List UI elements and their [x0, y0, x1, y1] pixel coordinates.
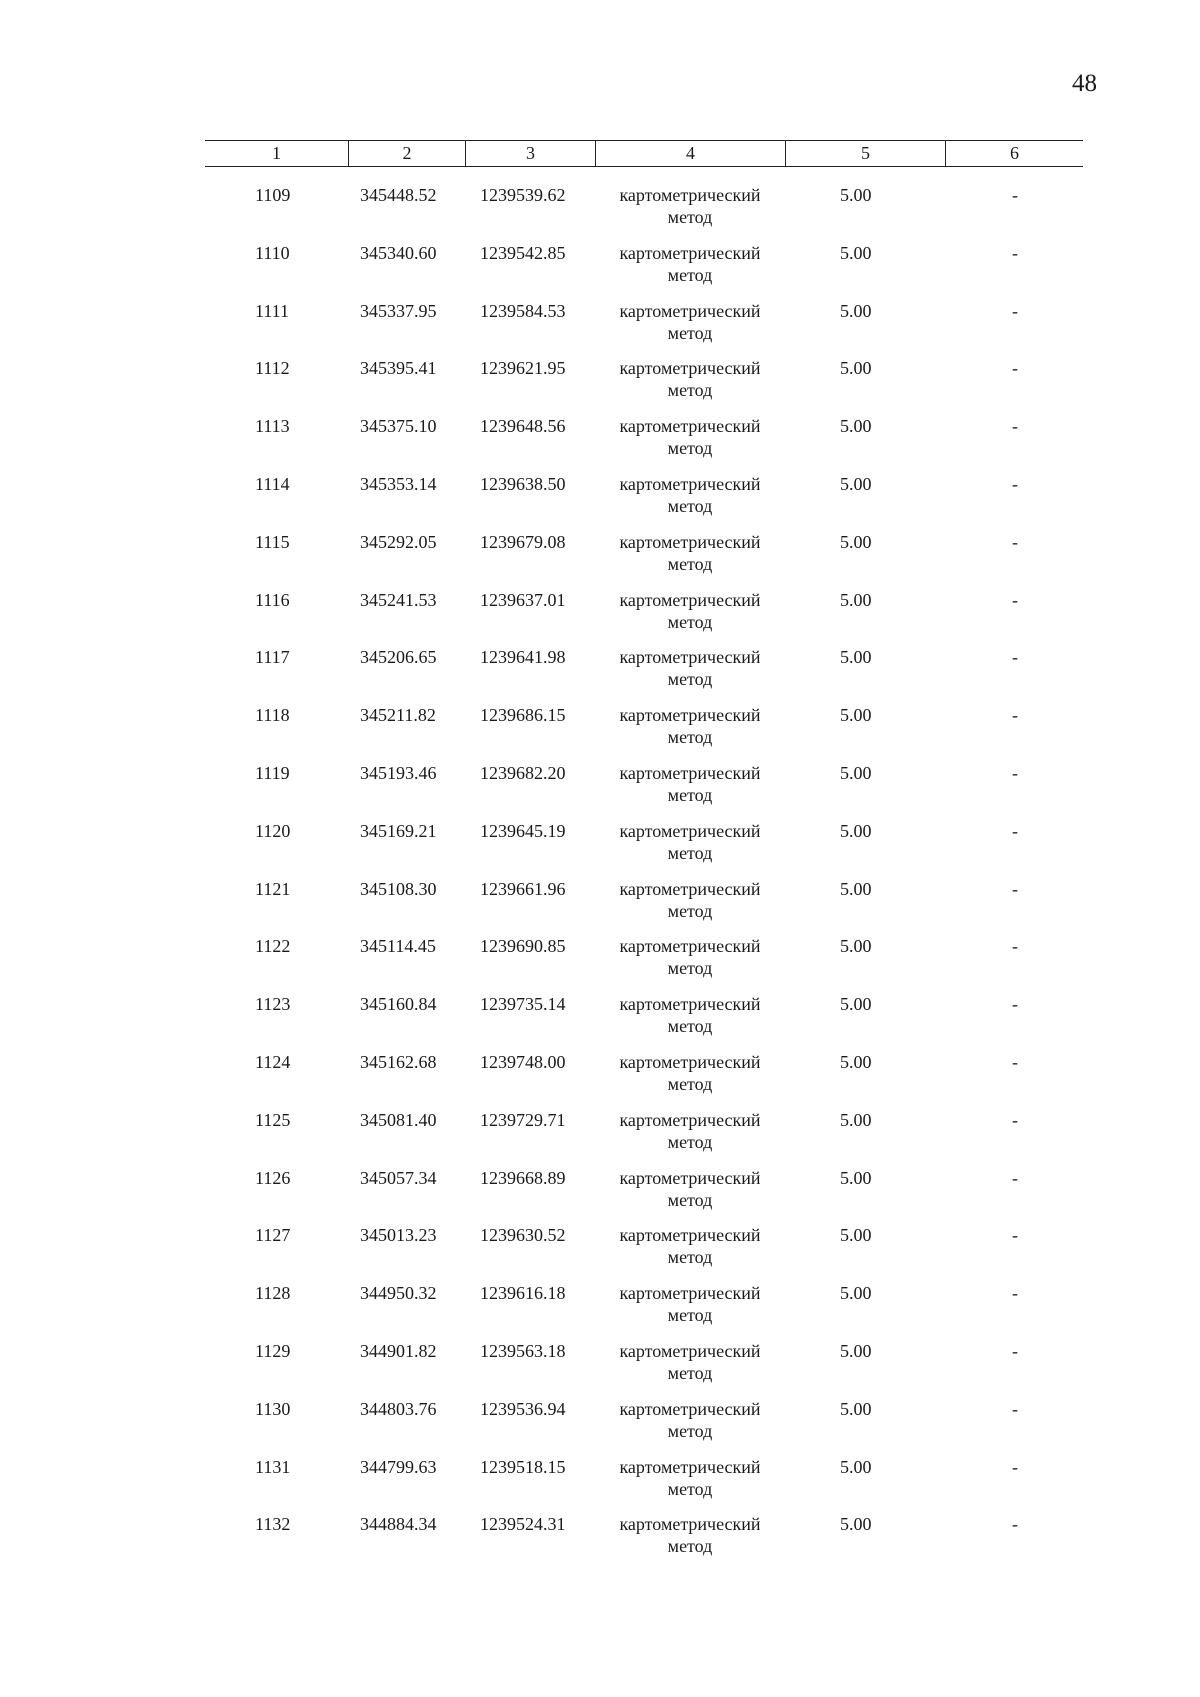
coord-y-cell: 1239637.01	[480, 589, 566, 610]
point-number-cell: 1116	[255, 589, 290, 610]
coord-y-cell: 1239542.85	[480, 242, 566, 263]
coord-x-cell: 344884.34	[360, 1514, 437, 1535]
method-cell: картометрический метод	[619, 878, 761, 921]
table-row	[0, 1220, 1200, 1278]
coord-x-cell: 345114.45	[360, 936, 436, 957]
accuracy-cell: 5.00	[840, 878, 872, 899]
coord-x-cell: 345057.34	[360, 1167, 437, 1188]
accuracy-cell: 5.00	[840, 1398, 872, 1419]
table-row	[0, 700, 1200, 758]
coord-x-cell: 345108.30	[360, 878, 437, 899]
point-number-cell: 1129	[255, 1340, 291, 1361]
coord-y-cell: 1239661.96	[480, 878, 566, 899]
note-cell: -	[1012, 936, 1018, 957]
coord-x-cell: 345169.21	[360, 820, 437, 841]
coord-x-cell: 345013.23	[360, 1225, 437, 1246]
table-row	[0, 1509, 1200, 1567]
note-cell: -	[1012, 1109, 1018, 1130]
method-cell: картометрический метод	[619, 1051, 761, 1094]
accuracy-cell: 5.00	[840, 1340, 872, 1361]
header-col-3: 3	[465, 141, 595, 166]
point-number-cell: 1123	[255, 994, 291, 1015]
coord-y-cell: 1239748.00	[480, 1051, 566, 1072]
coord-x-cell: 345162.68	[360, 1051, 437, 1072]
point-number-cell: 1110	[255, 242, 290, 263]
coord-x-cell: 345081.40	[360, 1109, 437, 1130]
note-cell: -	[1012, 416, 1018, 437]
coord-x-cell: 345292.05	[360, 531, 437, 552]
header-col-4: 4	[595, 141, 785, 166]
note-cell: -	[1012, 473, 1018, 494]
note-cell: -	[1012, 1051, 1018, 1072]
table-row	[0, 874, 1200, 932]
coord-x-cell: 345353.14	[360, 473, 437, 494]
table-row	[0, 989, 1200, 1047]
coord-x-cell: 345448.52	[360, 185, 437, 205]
method-cell: картометрический метод	[619, 531, 761, 574]
accuracy-cell: 5.00	[840, 1456, 872, 1477]
point-number-cell: 1121	[255, 878, 291, 899]
accuracy-cell: 5.00	[840, 589, 872, 610]
table-row	[0, 411, 1200, 469]
coord-x-cell: 345395.41	[360, 358, 437, 379]
note-cell: -	[1012, 994, 1018, 1015]
coord-x-cell: 345206.65	[360, 647, 437, 668]
header-col-5: 5	[785, 141, 945, 166]
coord-y-cell: 1239679.08	[480, 531, 566, 552]
accuracy-cell: 5.00	[840, 416, 872, 437]
accuracy-cell: 5.00	[840, 1051, 872, 1072]
table-row	[0, 180, 1200, 238]
note-cell: -	[1012, 647, 1018, 668]
accuracy-cell: 5.00	[840, 531, 872, 552]
point-number-cell: 1113	[255, 416, 290, 437]
note-cell: -	[1012, 762, 1018, 783]
accuracy-cell: 5.00	[840, 820, 872, 841]
method-cell: картометрический метод	[619, 705, 761, 748]
coord-y-cell: 1239539.62	[480, 185, 566, 205]
table-row	[0, 642, 1200, 700]
note-cell: -	[1012, 1456, 1018, 1477]
table-row	[0, 931, 1200, 989]
point-number-cell: 1114	[255, 473, 290, 494]
note-cell: -	[1012, 589, 1018, 610]
coord-y-cell: 1239735.14	[480, 994, 566, 1015]
method-cell: картометрический метод	[619, 820, 761, 863]
note-cell: -	[1012, 185, 1018, 205]
point-number-cell: 1112	[255, 358, 290, 379]
accuracy-cell: 5.00	[840, 1283, 872, 1304]
table-row	[0, 296, 1200, 354]
coord-y-cell: 1239584.53	[480, 300, 566, 321]
note-cell: -	[1012, 1340, 1018, 1361]
coord-y-cell: 1239686.15	[480, 705, 566, 726]
coord-x-cell: 345241.53	[360, 589, 437, 610]
header-col-1: 1	[272, 143, 281, 163]
method-cell: картометрический метод	[619, 1340, 761, 1383]
accuracy-cell: 5.00	[840, 1225, 872, 1246]
table-row	[0, 1452, 1200, 1510]
note-cell: -	[1012, 1167, 1018, 1188]
method-cell: картометрический метод	[619, 185, 761, 227]
accuracy-cell: 5.00	[840, 1109, 872, 1130]
method-cell: картометрический метод	[619, 416, 761, 459]
coord-x-cell: 345211.82	[360, 705, 436, 726]
table-body	[0, 180, 1200, 1567]
table-row	[0, 238, 1200, 296]
point-number-cell: 1119	[255, 762, 290, 783]
method-cell: картометрический метод	[619, 1283, 761, 1326]
table-row	[0, 1047, 1200, 1105]
table-row	[0, 1105, 1200, 1163]
coord-x-cell: 345193.46	[360, 762, 437, 783]
coord-y-cell: 1239729.71	[480, 1109, 566, 1130]
coord-y-cell: 1239616.18	[480, 1283, 566, 1304]
accuracy-cell: 5.00	[840, 185, 872, 205]
method-cell: картометрический метод	[619, 242, 761, 285]
coord-y-cell: 1239524.31	[480, 1514, 566, 1535]
method-cell: картометрический метод	[619, 647, 761, 690]
coord-y-cell: 1239690.85	[480, 936, 566, 957]
coord-y-cell: 1239648.56	[480, 416, 566, 437]
point-number-cell: 1115	[255, 531, 290, 552]
coord-y-cell: 1239621.95	[480, 358, 566, 379]
note-cell: -	[1012, 820, 1018, 841]
header-col-2: 2	[348, 141, 465, 166]
point-number-cell: 1117	[255, 647, 290, 668]
accuracy-cell: 5.00	[840, 647, 872, 668]
coord-x-cell: 345340.60	[360, 242, 437, 263]
coord-y-cell: 1239630.52	[480, 1225, 566, 1246]
method-cell: картометрический метод	[619, 936, 761, 979]
header-col-6: 6	[945, 141, 1083, 166]
table-row	[0, 469, 1200, 527]
note-cell: -	[1012, 358, 1018, 379]
method-cell: картометрический метод	[619, 1167, 761, 1210]
method-cell: картометрический метод	[619, 762, 761, 805]
accuracy-cell: 5.00	[840, 1167, 872, 1188]
method-cell: картометрический метод	[619, 1514, 761, 1557]
coord-y-cell: 1239536.94	[480, 1398, 566, 1419]
note-cell: -	[1012, 242, 1018, 263]
note-cell: -	[1012, 300, 1018, 321]
table-row	[0, 758, 1200, 816]
accuracy-cell: 5.00	[840, 936, 872, 957]
point-number-cell: 1126	[255, 1167, 291, 1188]
point-number-cell: 1131	[255, 1456, 291, 1477]
table-row	[0, 585, 1200, 643]
table-row	[0, 1394, 1200, 1452]
coord-x-cell: 345375.10	[360, 416, 437, 437]
accuracy-cell: 5.00	[840, 473, 872, 494]
accuracy-cell: 5.00	[840, 762, 872, 783]
point-number-cell: 1111	[255, 300, 289, 321]
coord-y-cell: 1239682.20	[480, 762, 566, 783]
accuracy-cell: 5.00	[840, 1514, 872, 1535]
coord-x-cell: 344901.82	[360, 1340, 437, 1361]
note-cell: -	[1012, 878, 1018, 899]
point-number-cell: 1118	[255, 705, 290, 726]
point-number-cell: 1120	[255, 820, 291, 841]
accuracy-cell: 5.00	[840, 358, 872, 379]
method-cell: картометрический метод	[619, 300, 761, 343]
point-number-cell: 1122	[255, 936, 291, 957]
accuracy-cell: 5.00	[840, 242, 872, 263]
coord-y-cell: 1239638.50	[480, 473, 566, 494]
table-row	[0, 527, 1200, 585]
table-row	[0, 1278, 1200, 1336]
table-row	[0, 1163, 1200, 1221]
table-row	[0, 816, 1200, 874]
point-number-cell: 1124	[255, 1051, 291, 1072]
coord-x-cell: 344799.63	[360, 1456, 437, 1477]
coord-y-cell: 1239645.19	[480, 820, 566, 841]
note-cell: -	[1012, 705, 1018, 726]
method-cell: картометрический метод	[619, 1225, 761, 1268]
method-cell: картометрический метод	[619, 473, 761, 516]
coord-y-cell: 1239518.15	[480, 1456, 566, 1477]
method-cell: картометрический метод	[619, 1456, 761, 1499]
method-cell: картометрический метод	[619, 1109, 761, 1152]
accuracy-cell: 5.00	[840, 705, 872, 726]
point-number-cell: 1125	[255, 1109, 291, 1130]
point-number-cell: 1130	[255, 1398, 291, 1419]
table-row	[0, 1336, 1200, 1394]
page-number: 48	[1072, 70, 1097, 97]
method-cell: картометрический метод	[619, 589, 761, 632]
method-cell: картометрический метод	[619, 1398, 761, 1441]
method-cell: картометрический метод	[619, 994, 761, 1037]
point-number-cell: 1109	[255, 185, 291, 205]
note-cell: -	[1012, 1398, 1018, 1419]
coord-y-cell: 1239563.18	[480, 1340, 566, 1361]
note-cell: -	[1012, 1514, 1018, 1535]
coord-x-cell: 345337.95	[360, 300, 437, 321]
table-header	[205, 140, 1083, 167]
table-row	[0, 353, 1200, 411]
note-cell: -	[1012, 531, 1018, 552]
coord-x-cell: 345160.84	[360, 994, 437, 1015]
coord-y-cell: 1239668.89	[480, 1167, 566, 1188]
coord-x-cell: 344950.32	[360, 1283, 437, 1304]
point-number-cell: 1128	[255, 1283, 291, 1304]
point-number-cell: 1127	[255, 1225, 291, 1246]
note-cell: -	[1012, 1283, 1018, 1304]
coord-y-cell: 1239641.98	[480, 647, 566, 668]
coord-x-cell: 344803.76	[360, 1398, 437, 1419]
accuracy-cell: 5.00	[840, 994, 872, 1015]
method-cell: картометрический метод	[619, 358, 761, 401]
note-cell: -	[1012, 1225, 1018, 1246]
accuracy-cell: 5.00	[840, 300, 872, 321]
point-number-cell: 1132	[255, 1514, 291, 1535]
